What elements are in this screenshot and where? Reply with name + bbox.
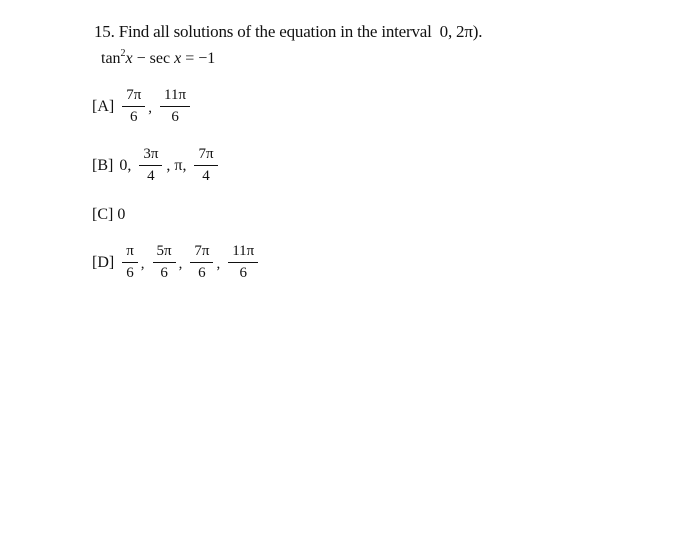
choice-a-label: [A]: [92, 97, 115, 115]
fraction-denominator: 6: [171, 109, 179, 125]
choice-b-label: [B]: [92, 156, 114, 174]
fraction-denominator: 4: [147, 168, 155, 184]
choice-d-fraction-2: [153, 244, 176, 281]
equation-tan: tan: [101, 50, 121, 67]
fraction-denominator: 4: [202, 168, 210, 184]
equation-exponent: 2: [120, 48, 126, 59]
choice-b-mid: , π,: [166, 156, 187, 174]
fraction-denominator: 6: [126, 265, 134, 281]
question-text: [94, 22, 482, 42]
comma: ,: [216, 256, 221, 272]
choice-b-fraction-1: [139, 147, 162, 184]
fraction-denominator: 6: [198, 265, 206, 281]
fraction-denominator: 6: [160, 265, 168, 281]
fraction-numerator: π: [122, 244, 138, 263]
choice-d-fraction-4: [228, 244, 258, 281]
fraction-numerator: 7π: [122, 88, 145, 107]
choice-d-fraction-3: [190, 244, 213, 281]
fraction-denominator: 6: [239, 265, 247, 281]
question-interval: 0, 2π).: [439, 22, 483, 41]
fraction-numerator: 11π: [160, 88, 190, 107]
equation-rhs: = −1: [181, 50, 216, 67]
question-prompt: 15. Find all solutions of the equation in the interval: [94, 22, 432, 41]
choice-c-label: [C] 0: [92, 206, 126, 223]
choice-a-fraction-2: [160, 88, 190, 125]
fraction-numerator: 7π: [194, 147, 217, 166]
choice-a-fraction-1: [122, 88, 145, 125]
fraction-numerator: 3π: [139, 147, 162, 166]
choice-c[interactable]: [92, 206, 131, 224]
equation-middle: − sec: [132, 50, 175, 67]
equation-var1: x: [125, 50, 133, 67]
choice-b[interactable]: [92, 147, 220, 184]
fraction-denominator: 6: [130, 109, 138, 125]
comma: ,: [148, 100, 153, 116]
comma: ,: [178, 256, 183, 272]
choice-d-label: [D]: [92, 253, 115, 271]
choice-b-lead: 0,: [119, 156, 132, 174]
choice-a[interactable]: [92, 88, 192, 125]
choice-d[interactable]: [92, 244, 260, 281]
equation-var2: x: [174, 50, 182, 67]
choice-d-fraction-1: [122, 244, 138, 281]
fraction-numerator: 7π: [190, 244, 213, 263]
choice-b-fraction-2: [194, 147, 217, 184]
fraction-numerator: 11π: [228, 244, 258, 263]
comma: ,: [140, 256, 145, 272]
equation: [101, 48, 215, 68]
fraction-numerator: 5π: [153, 244, 176, 263]
